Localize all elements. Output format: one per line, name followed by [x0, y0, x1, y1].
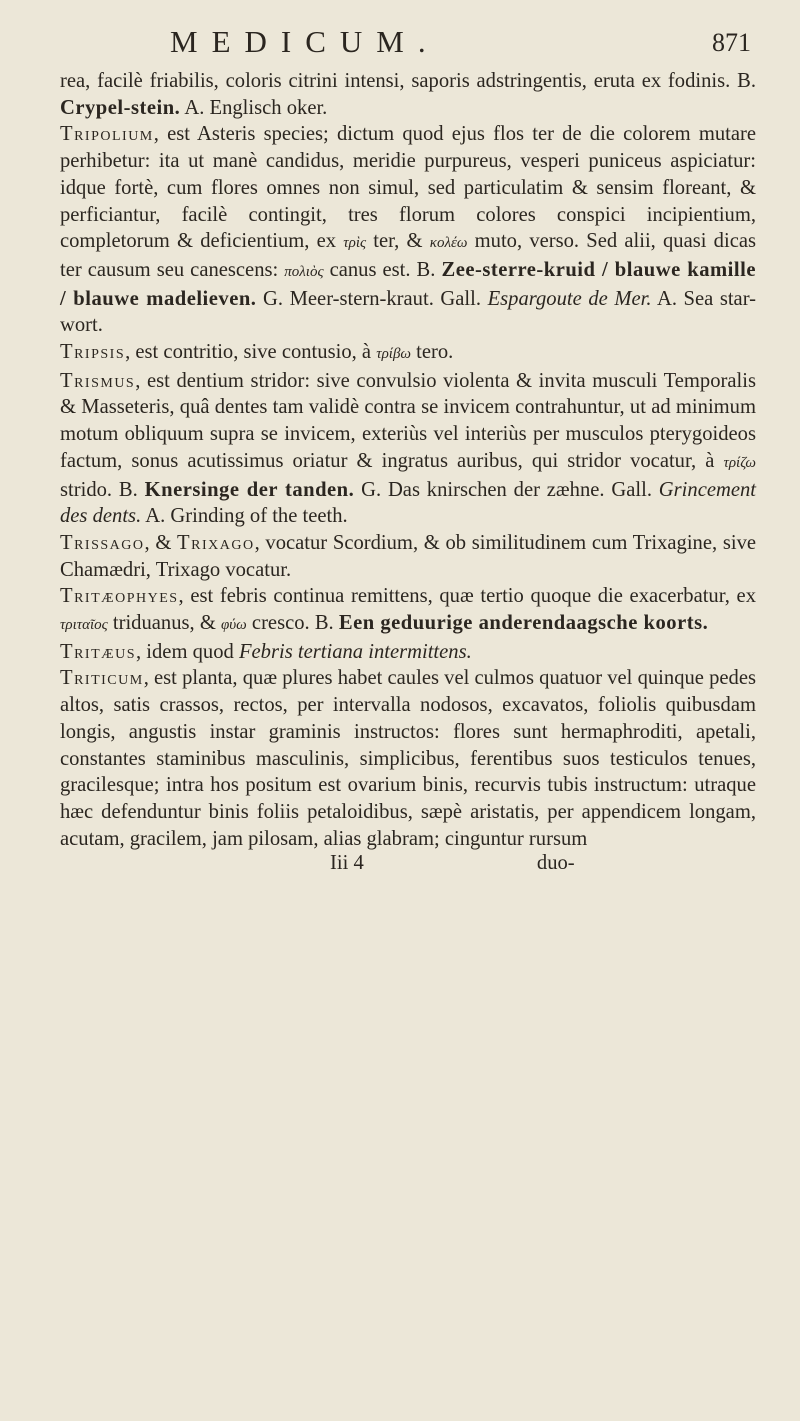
entry-text: rea, facilè friabilis, coloris citrini intensi, saporis adstringentis, eruta ex fodinis. B.: [60, 70, 756, 92]
entry-text: , est planta, quæ plures habet caules vel culmos quatuor vel quinque pedes altos, satis crassos, rectos, per intervalla nodosos, excavatos, foliolis quibusdam longis, angustis instar graminis instructos: flores sunt hermaphroditi, apetali, constantes staminibus masculinis, simplicibus, ferentibus suos testiculos tenues, gracilesque; intra hos positum est ovarium binis, recurvis tubis instructum: utraque hæc defenduntur binis foliis petaloidibus, sæpè aristatis, per appendicem longam, acutam, gracilem, jam pilosam, alias glabram; cinguntur rursum: [60, 667, 756, 850]
entry-text: A. Sea star-wort.: [60, 287, 756, 337]
entry-tripolium: [60, 121, 756, 339]
entry-text: G. Das knirschen der zæhne. Gall.: [354, 478, 659, 501]
entry-text: , vocatur Scordium, & ob similitudinem cum Trixagine, sive Chamædri, Trixago vocatur.: [60, 531, 757, 581]
entry-text: triduanus, &: [107, 612, 221, 635]
german-term: Een geduurige anderendaagsche koorts.: [338, 612, 709, 635]
entry-text: , est Asteris species; dictum quod ejus flos ter de die colorem mutare perhibetur: ita ut manè candidus, meridie purpureus, vesperi puniceus aspiciatur: idque fortè, cum flores omnes non simul, sed particulatim & sensim floreant, & perficiantur, facilè contingit, tres florum colores conspici incipientium, completorum & deficientium, ex: [60, 123, 756, 253]
greek-term: τρίζω: [723, 454, 756, 471]
running-title: MEDICUM.: [170, 24, 440, 59]
entry-text: strido. B.: [60, 478, 145, 501]
entry-text: tero.: [411, 341, 454, 364]
greek-term: κολέω: [429, 235, 468, 252]
entry-tritaeophyes: [60, 583, 756, 638]
german-term: Crypel-stein.: [60, 96, 181, 119]
entry-text: muto, verso. Sed alii, quasi dicas ter causum seu canescens:: [60, 230, 756, 281]
entry-trissago: [60, 530, 756, 583]
entry-text: , est dentium stridor: sive convulsio violenta & invita musculi Temporalis & Masseteris, quâ dentes tam validè contra se invicem contrahuntur, ut ad minimum motum obliquum supra se invicem, exteriùs vel interiùs per musculos pterygoideos factum, sonus acutissimus oriatur & ingratus auribus, qui stridor vocatur, à: [60, 369, 756, 472]
greek-term: τρὶς: [343, 235, 367, 252]
catchword: duo-: [536, 852, 575, 875]
page-number: 871: [712, 28, 751, 57]
entry-text: canus est. B.: [323, 258, 442, 281]
entry-lemma: Tripolium: [60, 123, 154, 146]
entry-text: ter, &: [366, 230, 430, 253]
entry-tritaeus: [60, 639, 756, 666]
entry-lemma-secondary: Trixago: [177, 531, 255, 554]
entry-lemma: Tripsis: [60, 341, 126, 364]
entry-text: A. Grinding of the teeth.: [141, 505, 348, 528]
french-term: Espargoute de Mer.: [487, 287, 652, 310]
entry-text: cresco. B.: [246, 612, 339, 635]
entry-lemma: Tritæus: [60, 640, 136, 663]
entry-tripsis: [60, 339, 756, 368]
entry-text: A. Englisch oker.: [180, 96, 328, 119]
entry-text: , est febris continua remittens, quæ tertio quoque die exacerbatur, ex: [178, 585, 756, 608]
entry-continuation: [60, 68, 756, 121]
german-term: Zee-sterre-kruid / blauwe kamille / blauwe madelieven.: [60, 258, 756, 310]
running-head: [0, 22, 800, 62]
entry-text: , est contritio, sive contusio, à: [125, 341, 377, 364]
german-term: Knersinge der tanden.: [144, 478, 355, 501]
greek-term: τριταῖος: [60, 617, 108, 634]
entry-text: G. Meer-stern-kraut. Gall.: [256, 287, 488, 310]
entry-lemma: Trismus: [60, 369, 136, 392]
french-term: Grincement des dents.: [60, 478, 757, 528]
dictionary-entries: [60, 68, 756, 852]
entry-text: , &: [144, 531, 178, 554]
entry-triticum: [60, 665, 756, 852]
greek-term: τρίβω: [376, 346, 412, 363]
page-footer: [60, 852, 756, 874]
greek-term: φύω: [221, 617, 247, 634]
entry-lemma: Trissago: [60, 531, 145, 554]
entry-lemma: Tritæophyes: [60, 585, 179, 608]
entry-text: , idem quod: [135, 640, 239, 663]
entry-trismus: [60, 368, 756, 530]
entry-lemma: Triticum: [60, 667, 144, 690]
signature-mark: Iii 4: [330, 852, 364, 875]
greek-term: πολιὸς: [284, 263, 324, 280]
latin-italic-term: Febris tertiana intermittens.: [238, 640, 472, 663]
